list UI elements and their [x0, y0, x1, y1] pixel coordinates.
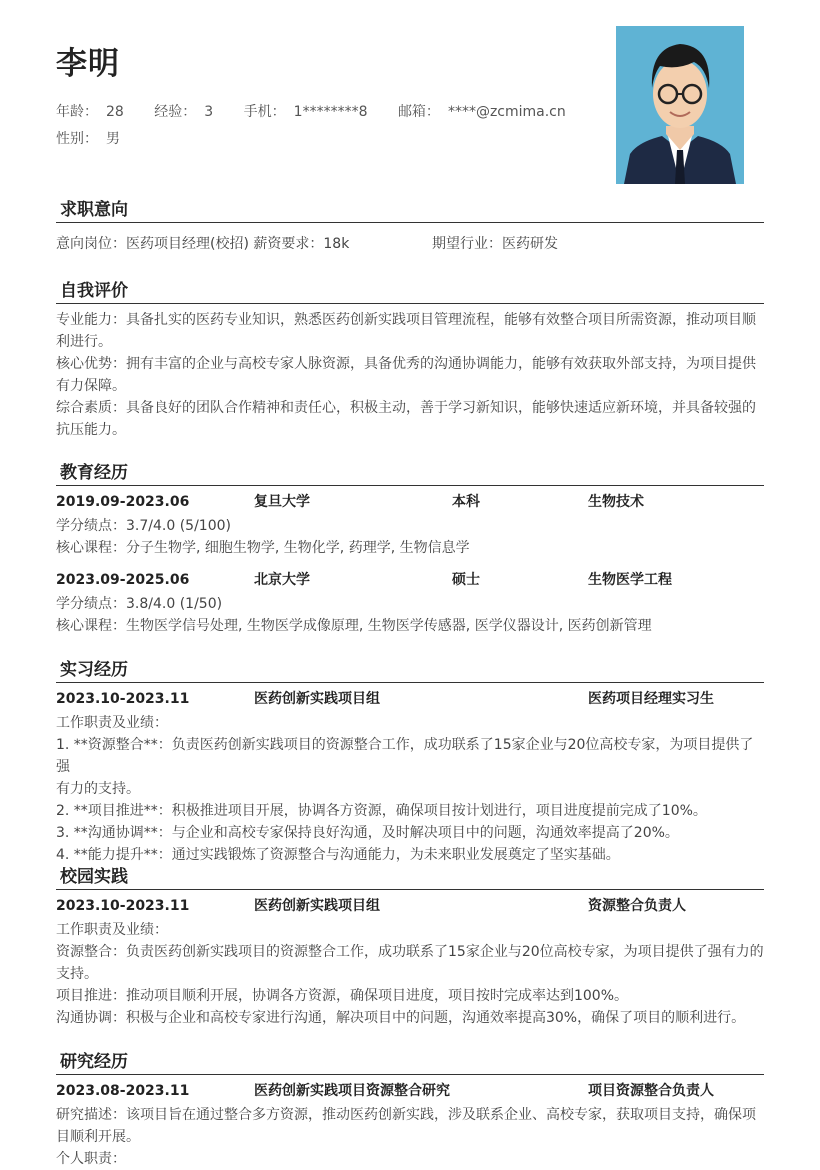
- education-entry-header: 2019.09-2023.06 复旦大学 本科 生物技术: [56, 494, 644, 510]
- education-entry-header: 2023.09-2025.06 北京大学 硕士 生物医学工程: [56, 572, 672, 588]
- text-line: 4. **能力提升**：通过实践锻炼了资源整合与沟通能力，为未来职业发展奠定了坚实基础。: [56, 847, 620, 863]
- info-email: 邮箱： ****@zcmima.cn: [397, 104, 566, 120]
- text-line: 抗压能力。: [56, 422, 126, 438]
- info-row-basic: [56, 101, 592, 121]
- text-line: 专业能力：具备扎实的医药专业知识，熟悉医药创新实践项目管理流程，能够有效整合项目所需资源，推动项目顺: [56, 312, 756, 328]
- text-line: 资源整合：负责医药创新实践项目的资源整合工作，成功联系了15家企业与20位高校专家，为项目提供了强有力的: [56, 944, 764, 960]
- text-line: 有力的支持。: [56, 781, 140, 797]
- intent-industry: 期望行业：医药研发: [432, 236, 558, 252]
- text-line: 目顺利开展。: [56, 1129, 140, 1145]
- text-line: 利进行。: [56, 334, 112, 350]
- section-campus-practice: [56, 865, 764, 1029]
- text-line: 学分绩点：3.8/4.0 (1/50): [56, 596, 223, 612]
- text-line: 学分绩点：3.7/4.0 (5/100): [56, 518, 231, 534]
- text-line: 综合素质：具备良好的团队合作精神和责任心，积极主动，善于学习新知识，能够快速适应新环境，并具备较强的: [56, 400, 756, 416]
- section-education: [56, 461, 764, 637]
- section-internship: [56, 658, 764, 866]
- research-entry-header: 2023.08-2023.11 医药创新实践项目资源整合研究 项目资源整合负责人: [56, 1083, 714, 1099]
- info-gender: 性别： 男: [56, 131, 120, 147]
- intent-row: [56, 233, 764, 255]
- text-line: 项目推进：推动项目顺利开展，协调各方资源，确保项目进度，项目按时完成率达到100%。: [56, 988, 629, 1004]
- section-research: [56, 1050, 764, 1170]
- text-line: 沟通协调：积极与企业和高校专家进行沟通，解决项目中的问题，沟通效率提高30%，确保了项目的顺利进行。: [56, 1010, 746, 1026]
- section-title: 教育经历: [56, 461, 764, 486]
- section-self-evaluation: [56, 279, 764, 441]
- info-row-gender: [56, 128, 146, 148]
- section-title: 自我评价: [56, 279, 764, 304]
- text-line: 核心课程：分子生物学, 细胞生物学, 生物化学, 药理学, 生物信息学: [56, 540, 470, 556]
- candidate-name: 李明: [56, 46, 120, 82]
- text-line: 1. **资源整合**：负责医药创新实践项目的资源整合工作，成功联系了15家企业与20位高校专家，为项目提供了强: [56, 737, 754, 775]
- text-line: 研究描述：该项目旨在通过整合多方资源，推动医药创新实践，涉及联系企业、高校专家，获取项目支持，确保项: [56, 1107, 756, 1123]
- text-line: 有力保障。: [56, 378, 126, 394]
- section-title: 校园实践: [56, 865, 764, 890]
- text-line: 工作职责及业绩：: [56, 715, 168, 731]
- text-line: 个人职责：: [56, 1151, 126, 1167]
- section-title: 求职意向: [56, 198, 764, 223]
- intent-position-salary: 意向岗位：医药项目经理(校招) 薪资要求：18k: [56, 236, 350, 252]
- text-line: 核心优势：拥有丰富的企业与高校专家人脉资源，具备优秀的沟通协调能力，能够有效获取外部支持，为项目提供: [56, 356, 756, 372]
- text-line: 支持。: [56, 966, 98, 982]
- info-experience: 经验： 3: [154, 104, 214, 120]
- campus-entry-header: 2023.10-2023.11 医药创新实践项目组 资源整合负责人: [56, 898, 686, 914]
- section-title: 实习经历: [56, 658, 764, 683]
- text-line: 工作职责及业绩：: [56, 922, 168, 938]
- info-phone: 手机： 1********8: [243, 104, 368, 120]
- text-line: 核心课程：生物医学信号处理, 生物医学成像原理, 生物医学传感器, 医学仪器设计, 医药创新管理: [56, 618, 652, 634]
- section-title: 研究经历: [56, 1050, 764, 1075]
- text-line: 3. **沟通协调**：与企业和高校专家保持良好沟通，及时解决项目中的问题，沟通效率提高了20%。: [56, 825, 679, 841]
- internship-entry-header: 2023.10-2023.11 医药创新实践项目组 医药项目经理实习生: [56, 691, 714, 707]
- text-line: 2. **项目推进**：积极推进项目开展，协调各方资源，确保项目按计划进行，项目进度提前完成了10%。: [56, 803, 707, 819]
- section-job-intent: [56, 198, 764, 255]
- info-age: 年龄： 28: [56, 104, 124, 120]
- avatar-photo: [616, 26, 744, 184]
